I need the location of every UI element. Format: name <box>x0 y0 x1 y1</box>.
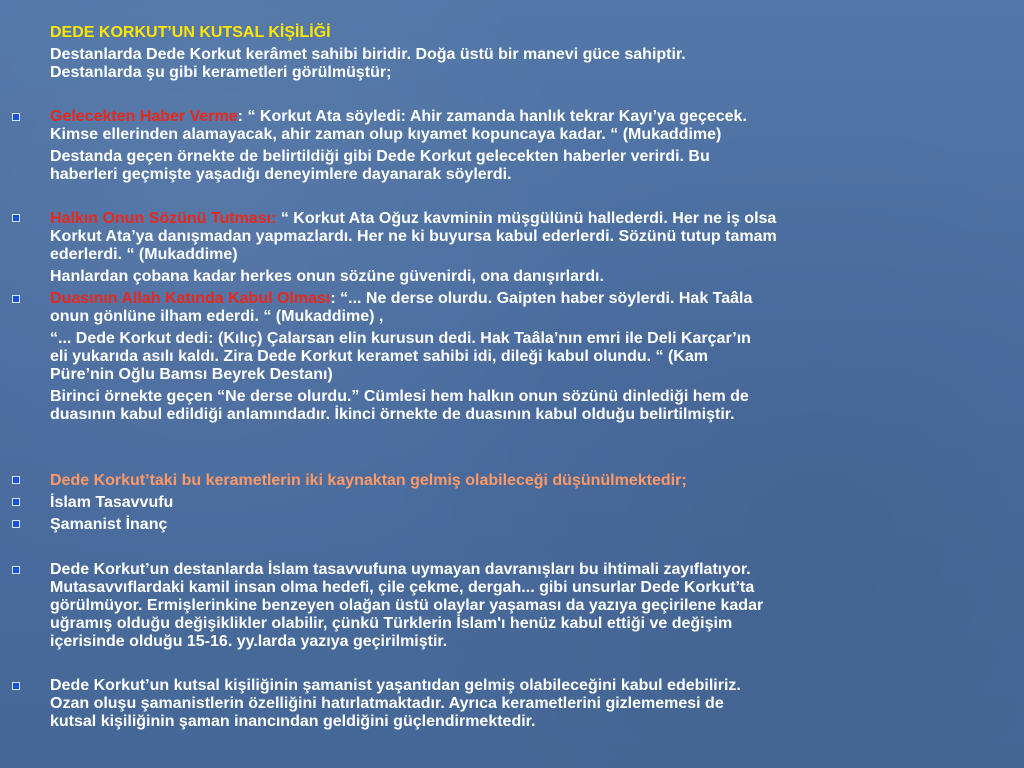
slide-title: DEDE KORKUT’UN KUTSAL KİŞİLİĞİ <box>50 24 331 41</box>
sources-heading: Dede Korkut’taki bu kerametlerin iki kaynaktan gelmiş olabileceği düşünülmektedir; <box>50 472 687 489</box>
bullet-icon <box>12 682 20 690</box>
bullet-icon <box>12 113 20 121</box>
bullet-icon <box>12 498 20 506</box>
bullet-icon <box>12 476 20 484</box>
para1-line-1: Dede Korkut’un destanlarda İslam tasavvufuna uymayan davranışları bu ihtimali zayıflatıyor. <box>50 561 751 578</box>
item3-text-1: : “... Ne derse olurdu. Gaipten haber söylerdi. Hak Taâla <box>330 290 753 307</box>
para1-line-4: uğramış olduğu değişiklikler olabilir, çünkü Türklerin İslam'ı henüz kabul ettiği ve değişim <box>50 615 733 632</box>
item3-quote-3: Püre’nin Oğlu Bamsı Beyrek Destanı) <box>50 366 333 383</box>
intro-line-2: Destanlarda şu gibi kerametleri görülmüştür; <box>50 64 392 81</box>
item2-line-3: ederlerdi. “ (Mukaddime) <box>50 246 238 263</box>
item2-line-2: Korkut Ata’ya danışmadan yapmazlardı. Her ne ki buyursa kabul ederlerdi. Sözünü tutup tamam <box>50 228 777 245</box>
para1-line-5: içerisinde olduğu 15-16. yy.larda yazıya geçirilmiştir. <box>50 633 448 650</box>
source-shaman: Şamanist İnanç <box>50 516 168 533</box>
para2-line-3: kutsal kişiliğinin şaman inancından geldiğini güçlendirmektedir. <box>50 713 536 730</box>
bullet-icon <box>12 214 20 222</box>
item1-note-1: Destanda geçen örnekte de belirtildiği gibi Dede Korkut gelecekten haberler verirdi. Bu <box>50 148 710 165</box>
item1-note-2: haberleri geçmişte yaşadığı deneyimlere dayanarak söylerdi. <box>50 166 512 183</box>
item3-note-1: Birinci örnekte geçen “Ne derse olurdu.” Cümlesi hem halkın onun sözünü dinlediği hem de <box>50 388 749 405</box>
para2-line-2: Ozan oluşu şamanistlerin özelliğini hatırlatmaktadır. Ayrıca kerametlerini gizlememesi de <box>50 695 724 712</box>
item1-label: Gelecekten Haber Verme <box>50 108 238 125</box>
item2-line-1 <box>50 210 1018 228</box>
item3-quote-2: eli yukarıda asılı kaldı. Zira Dede Korkut keramet sahibi idi, dileği kabul olundu. “ (Kam <box>50 348 708 365</box>
item3-quote-1: “... Dede Korkut dedi: (Kılıç) Çalarsan elin kurusun dedi. Hak Taâla’nın emri ile Deli Karçar’ın <box>50 330 751 347</box>
item3-line-1 <box>50 290 1018 308</box>
bullet-icon <box>12 520 20 528</box>
item3-line-2: onun gönlüne ilham ederdi. “ (Mukaddime) , <box>50 308 384 325</box>
item3-label: Duasının Allah Katında Kabul Olması <box>50 290 331 307</box>
item1-text-1: : “ Korkut Ata söyledi: Ahir zamanda hanlık tekrar Kayı’ya geçecek. <box>237 108 747 125</box>
para2-line-1: Dede Korkut’un kutsal kişiliğinin şamanist yaşantıdan gelmiş olabileceğini kabul edebiliriz. <box>50 677 741 694</box>
item3-note-2: duasının kabul edildiği anlamındadır. İkinci örnekte de duasının kabul olduğu belirtilmiştir. <box>50 406 735 423</box>
source-islam: İslam Tasavvufu <box>50 494 174 511</box>
intro-line-1: Destanlarda Dede Korkut kerâmet sahibi biridir. Doğa üstü bir manevi güce sahiptir. <box>50 46 686 63</box>
para1-line-3: görülmüyor. Ermişlerinkine benzeyen olağan üstü olaylar yaşaması da yazıya geçirilene kadar <box>50 597 764 614</box>
item1-line-2: Kimse ellerinden alamayacak, ahir zaman olup kıyamet kopuncaya kadar. “ (Mukaddime) <box>50 126 722 143</box>
bullet-icon <box>12 566 20 574</box>
bullet-icon <box>12 295 20 303</box>
para1-line-2: Mutasavvıflardaki kamil insan olma hedefi, çile çekme, dergah... gibi unsurlar Dede Korkut’ta <box>50 579 755 596</box>
item2-note: Hanlardan çobana kadar herkes onun sözüne güvenirdi, ona danışırlardı. <box>50 268 604 285</box>
item2-label: Halkın Onun Sözünü Tutması: <box>50 210 277 227</box>
item1-line-1 <box>50 108 1018 126</box>
item2-text-1: “ Korkut Ata Oğuz kavminin müşgülünü hallederdi. Her ne iş olsa <box>276 210 777 227</box>
